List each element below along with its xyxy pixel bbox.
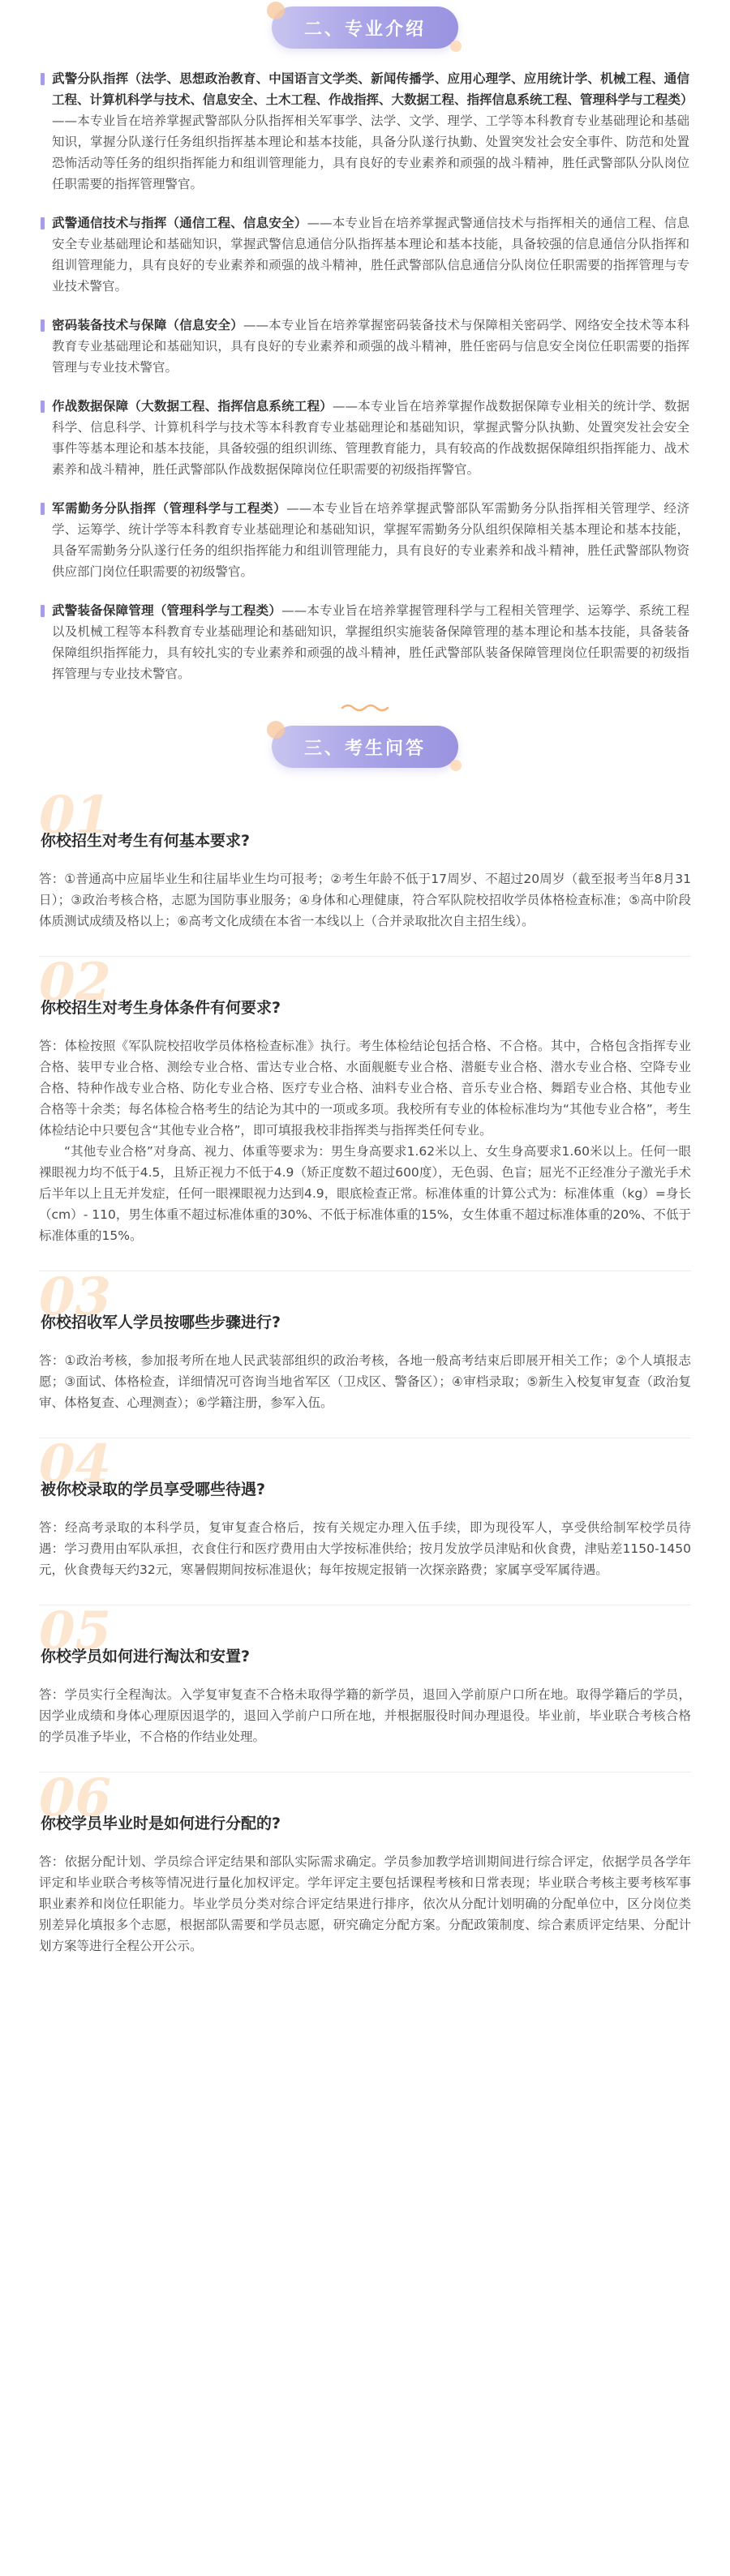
qa-answer [39,1851,691,1981]
major-description: ——本专业旨在培养掌握作战数据保障专业相关的统计学、数据科学、信息科学、计算机科学与技术等本科教育专业基础理论和基础知识，掌握武警分队执勤、处置突发社会安全事件等基本理论和基本技能，具备较强的组织训练、管理教育能力，具有较高的作战数据保障组织指挥能力、战术素养和战斗精神，胜任武警部队作战数据保障岗位任职需要的初级指挥警官。 [52,399,689,477]
qa-number: 01 [39,785,112,846]
answer-paragraph: 答：依据分配计划、学员综合评定结果和部队实际需求确定。学员参加教学培训期间进行综合评定，依据学员各学年评定和毕业联合考核等情况进行量化加权评定。学年评定主要包括课程考核和日常表现；毕业联合考核主要考核军事职业素养和岗位任职能力。毕业学员分类对综合评定结果进行排序，依次从分配计划明确的分配单位中，区分岗位类别差异化填报多个志愿，根据部队需要和学员志愿，研究确定分配方案。分配政策制度、综合素质评定结果、分配计划方案等进行全程公开公示。 [39,1854,691,1953]
section-title: 二、专业介绍 [303,19,426,40]
answer-paragraph: 答：经高考录取的本科学员，复审复查合格后，按有关规定办理入伍手续，即为现役军人，享受供给制军校学员待遇：学习费用由军队承担，衣食住行和医疗费用由大学按标准供给；按月发放学员津贴和伙食费，津贴差1150-1450元，伙食费每天约32元，寒暑假期间按标准退伙；每年按规定报销一次探亲路费；家属享受军属待遇。 [39,1520,691,1577]
major-item [41,498,689,582]
qa-answer [39,1350,691,1438]
section-header-qa [0,720,730,774]
major-item [41,212,689,297]
qa-item [39,785,691,956]
major-item [41,600,689,684]
section-pill [272,6,458,49]
section-title: 三、考生问答 [303,738,426,759]
qa-question: 你校学员毕业时是如何进行分配的? [41,1815,281,1832]
qa-question: 你校招收军人学员按哪些步骤进行? [41,1314,281,1331]
answer-paragraph: “其他专业合格”对身高、视力、体重等要求为：男生身高要求1.62米以上、女生身高要求1.60米以上。任何一眼裸眼视力均不低于4.5，且矫正视力不低于4.9（矫正度数不超过600度），无色弱、色盲；屈光不正经准分子激光手术后半年以上且无并发症，任何一眼裸眼视力达到4.9，眼底检查正常。标准体重的计算公式为：标准体重（kg）=身长（cm）- 110，男生体重不超过标准体重的30%、不低于标准体重的15%，女生体重不超过标准体重的20%、不低于标准体重的15%。 [39,1144,691,1243]
qa-question: 你校招生对考生身体条件有何要求? [41,999,281,1017]
qa-list [0,774,730,1981]
answer-paragraph: 答：①政治考核，参加报考所在地人民武装部组织的政治考核，各地一般高考结束后即展开相关工作；②个人填报志愿；③面试、体格检查，详细情况可咨询当地省军区（卫戍区、警备区）；④审档录取；⑤新生入校复审复查（政治复审、体格复查、心理测查）；⑥学籍注册，参军入伍。 [39,1353,691,1410]
qa-item [39,1267,691,1438]
major-name: 武警装备保障管理（管理科学与工程类） [52,603,282,618]
major-description: ——本专业旨在培养掌握武警部队分队指挥相关军事学、法学、文学、理学、工学等本科教育专业基础理论和基础知识，掌握分队遂行任务组织指挥基本理论和基本技能，具备分队遂行执勤、处置突发社会安全事件、防范和处置恐怖活动等任务的组织指挥能力和组训管理能力，具有良好的专业素养和顽强的战斗精神，胜任武警部队分队岗位任职需要的指挥管理警官。 [52,114,689,191]
pill-decoration [450,760,462,771]
qa-number: 05 [39,1601,112,1661]
qa-question: 你校招生对考生有何基本要求? [41,832,251,850]
majors-list [0,54,730,684]
qa-item [39,952,691,1271]
major-name: 密码装备技术与保障（信息安全） [52,318,243,332]
pill-decoration [267,721,285,739]
answer-paragraph: 答：学员实行全程淘汰。入学复审复查不合格未取得学籍的新学员，退回入学前原户口所在地。取得学籍后的学员，因学业成绩和身体心理原因退学的，退回入学前户口所在地，并根据服役时间办理退役。毕业前，毕业联合考核合格的学员准予毕业，不合格的作结业处理。 [39,1687,691,1744]
qa-question: 你校学员如何进行淘汰和安置? [41,1648,251,1665]
wave-divider-icon [0,702,730,714]
major-item [41,396,689,480]
section-pill [272,726,458,768]
major-description: ——本专业旨在培养掌握管理科学与工程相关管理学、运筹学、系统工程以及机械工程等本科教育专业基础理论和基础知识，掌握组织实施装备保障管理的基本理论和基本技能，具备装备保障组织指挥能力，具有较扎实的专业素养和顽强的战斗精神，胜任武警部队装备保障管理岗位任职需要的初级指挥管理与专业技术警官。 [52,603,689,681]
section-header-majors [0,0,730,54]
qa-answer [39,1684,691,1772]
major-description: ——本专业旨在培养掌握武警部队军需勤务分队指挥相关管理学、经济学、运筹学、统计学等本科教育专业基础理论和基础知识，掌握军需勤务分队组织保障相关基本理论和基本技能，具备军需勤务分队遂行任务的组织指挥能力和组训管理能力，具有良好的专业素养和战斗精神，胜任武警部队物资供应部门岗位任职需要的初级警官。 [52,501,689,579]
qa-question: 被你校录取的学员享受哪些待遇? [41,1481,266,1498]
qa-number: 04 [39,1434,112,1494]
major-name: 武警分队指挥（法学、思想政治教育、中国语言文学类、新闻传播学、应用心理学、应用统计学、机械工程、通信工程、计算机科学与技术、信息安全、土木工程、作战指挥、大数据工程、指挥信息系统工程、管理科学与工程类） [52,71,694,107]
qa-number: 06 [39,1768,112,1828]
pill-decoration [267,2,285,19]
qa-number: 03 [39,1267,112,1327]
major-item [41,315,689,378]
major-name: 军需勤务分队指挥（管理科学与工程类） [52,501,287,516]
qa-item [39,1601,691,1772]
qa-answer [39,1517,691,1605]
major-name: 武警通信技术与指挥（通信工程、信息安全） [52,216,307,230]
qa-number: 02 [39,952,112,1013]
answer-paragraph: 答：体检按照《军队院校招收学员体格检查标准》执行。考生体检结论包括合格、不合格。其中，合格包含指挥专业合格、装甲专业合格、测绘专业合格、雷达专业合格、水面舰艇专业合格、潜艇专业合格、潜水专业合格、空降专业合格、特种作战专业合格、防化专业合格、医疗专业合格、油料专业合格、音乐专业合格、舞蹈专业合格、其他专业合格等十余类；每名体检合格考生的结论为其中的一项或多项。我校所有专业的体检标准均为“其他专业合格”，考生体检结论中只要包含“其他专业合格”，即可填报我校非指挥类与指挥类任何专业。 [39,1039,691,1138]
pill-decoration [450,41,462,52]
qa-answer [39,1035,691,1271]
major-description: ——本专业旨在培养掌握密码装备技术与保障相关密码学、网络安全技术等本科教育专业基础理论和基础知识，具有良好的专业素养和顽强的战斗精神，胜任密码与信息安全岗位任职需要的指挥管理与专业技术警官。 [52,318,689,375]
qa-item [39,1434,691,1605]
major-name: 作战数据保障（大数据工程、指挥信息系统工程） [52,399,333,414]
qa-answer [39,868,691,956]
qa-item [39,1768,691,1981]
answer-paragraph: 答：①普通高中应届毕业生和往届毕业生均可报考；②考生年龄不低于17周岁、不超过20周岁（截至报考当年8月31日）；③政治考核合格，志愿为国防事业服务；④身体和心理健康，符合军队院校招收学员体格检查标准；⑤高中阶段体质测试成绩及格以上；⑥高考文化成绩在本省一本线以上（合并录取批次自主招生线）。 [39,872,691,928]
major-description: ——本专业旨在培养掌握武警通信技术与指挥相关的通信工程、信息安全专业基础理论和基础知识，掌握武警信息通信分队指挥基本理论和基本技能，具备较强的信息通信分队指挥和组训管理能力，具有良好的专业素养和顽强的战斗精神，胜任武警部队信息通信分队岗位任职需要的指挥管理与专业技术警官。 [52,216,689,294]
major-item [41,68,694,195]
